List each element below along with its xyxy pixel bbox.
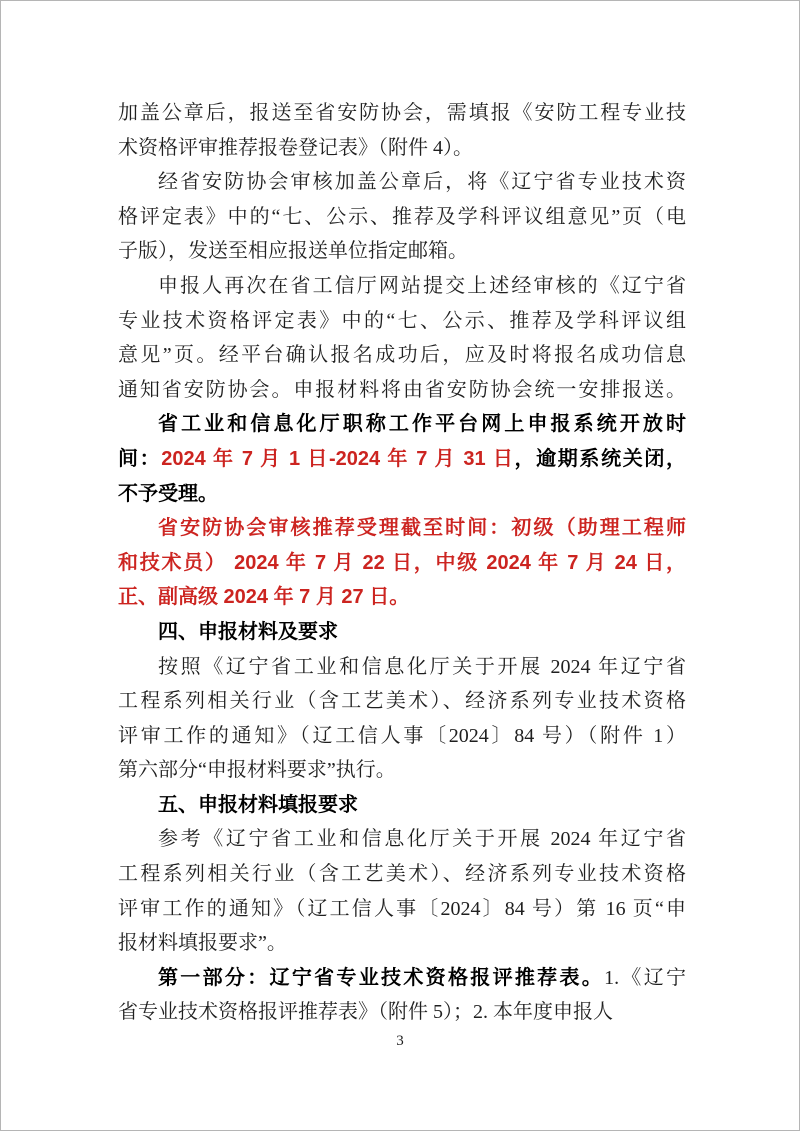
document-line xyxy=(118,857,686,892)
text-segment: 不予受理。 xyxy=(118,482,218,505)
page-number: 3 xyxy=(396,1033,404,1049)
text-segment: 经省安防协会审核加盖公章后，将《辽宁省专业技术资 xyxy=(158,171,686,194)
document-line xyxy=(118,961,686,996)
text-segment: 专业技术资格评定表》中的“七、公示、推荐及学科评议组 xyxy=(118,309,686,332)
document-line xyxy=(118,684,686,719)
document-line xyxy=(118,615,686,650)
text-segment: 和技术员） 2024 年 7 月 22 日，中级 2024 年 7 月 24 日， xyxy=(118,551,686,574)
document-line xyxy=(118,338,686,373)
document-line xyxy=(118,200,686,235)
document-line xyxy=(118,719,686,754)
text-segment: 格评定表》中的“七、公示、推荐及学科评议组意见”页（电 xyxy=(118,205,686,228)
document-line xyxy=(118,788,686,823)
text-segment: 工程系列相关行业（含工艺美术）、经济系列专业技术资格 xyxy=(118,863,686,886)
document-body xyxy=(118,96,686,1030)
document-line xyxy=(118,546,686,581)
text-segment: 省工业和信息化厅职称工作平台网上申报系统开放时 xyxy=(158,413,686,436)
document-line xyxy=(118,304,686,339)
text-segment: 通知省安防协会。申报材料将由省安防协会统一安排报送。 xyxy=(118,378,686,401)
document-line xyxy=(118,269,686,304)
text-segment: 第一部分：辽宁省专业技术资格报评推荐表。 xyxy=(158,966,605,989)
text-segment: 2024 年 7 月 1 日-2024 年 7 月 31 日 xyxy=(161,447,515,470)
document-line xyxy=(118,892,686,927)
document-line xyxy=(118,165,686,200)
text-segment: 正、副高级 2024 年 7 月 27 日。 xyxy=(118,586,410,609)
text-segment: 五、申报材料填报要求 xyxy=(158,793,358,816)
document-line xyxy=(118,822,686,857)
text-segment: 省专业技术资格报评推荐表》（附件 5）；2. 本年度申报人 xyxy=(118,1001,613,1024)
text-segment: 术资格评审推荐报卷登记表》（附件 4）。 xyxy=(118,136,473,159)
text-segment: 间： xyxy=(118,447,162,470)
text-segment: 按照《辽宁省工业和信息化厅关于开展 2024 年辽宁省 xyxy=(158,655,686,678)
text-segment: 参考《辽宁省工业和信息化厅关于开展 2024 年辽宁省 xyxy=(158,828,686,851)
document-line xyxy=(118,96,686,131)
document-line xyxy=(118,131,686,166)
text-segment: 第六部分“申报材料要求”执行。 xyxy=(118,759,396,782)
text-segment: 四、申报材料及要求 xyxy=(158,620,338,643)
text-segment: 报材料填报要求”。 xyxy=(118,932,287,955)
document-line xyxy=(118,580,686,615)
text-segment: 意见”页。经平台确认报名成功后，应及时将报名成功信息 xyxy=(118,344,686,367)
document-line xyxy=(118,234,686,269)
text-segment: 子版），发送至相应报送单位指定邮箱。 xyxy=(118,240,468,263)
text-segment: 申报人再次在省工信厅网站提交上述经审核的《辽宁省 xyxy=(158,274,686,297)
document-line xyxy=(118,373,686,408)
text-segment: 评审工作的通知》（辽工信人事〔2024〕84 号）第 16 页“申 xyxy=(118,897,686,920)
text-segment: 加盖公章后，报送至省安防协会，需填报《安防工程专业技 xyxy=(118,102,686,124)
text-segment: 1.《辽宁 xyxy=(604,966,686,989)
document-line xyxy=(118,407,686,442)
document-line xyxy=(118,650,686,685)
document-line xyxy=(118,442,686,477)
text-segment: ，逾期系统关闭， xyxy=(514,447,686,470)
document-line xyxy=(118,995,686,1030)
text-segment: 评审工作的通知》（辽工信人事〔2024〕84 号）（附件 1） xyxy=(118,724,686,747)
text-segment: 工程系列相关行业（含工艺美术）、经济系列专业技术资格 xyxy=(118,690,686,713)
text-segment: 省安防协会审核推荐受理截至时间：初级（助理工程师 xyxy=(158,517,686,540)
document-line xyxy=(118,926,686,961)
document-line xyxy=(118,477,686,512)
document-line xyxy=(118,511,686,546)
document-line xyxy=(118,753,686,788)
